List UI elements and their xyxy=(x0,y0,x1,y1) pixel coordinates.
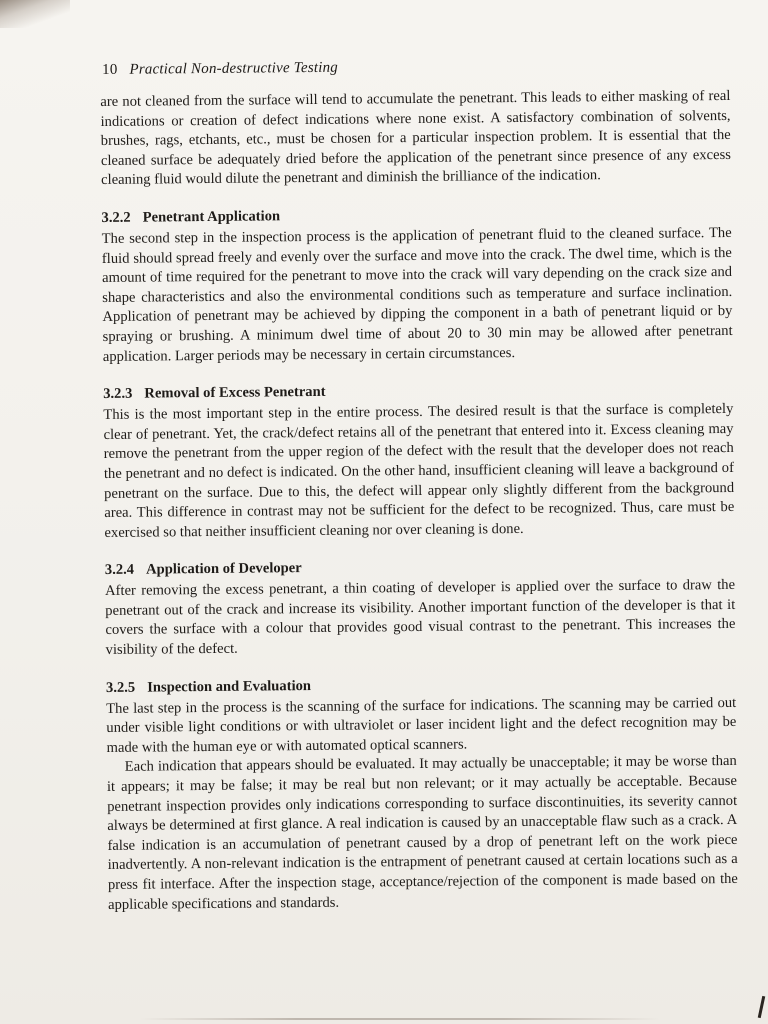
bottom-edge-shadow xyxy=(140,1018,660,1020)
running-head xyxy=(102,56,730,79)
section-title: Inspection and Evaluation xyxy=(147,677,312,696)
section-paragraph: The last step in the process is the scanning of the surface for indications. The scanning may be carried out under visible light conditions or with ultraviolet or laser incident light and the defect recognition may be made with the human eye or with automated optical scanners. xyxy=(106,694,737,756)
book-title: Practical Non-destructive Testing xyxy=(129,59,339,78)
section-title: Removal of Excess Penetrant xyxy=(144,383,326,402)
section-paragraph: This is the most important step in the entire process. The desired result is that the surface is completely clear of penetrant. Yet, the crack/defect retains all of the penetrant that entered into it. Excess cleaning may remove the penetrant from the upper region of the defect with the result that the developer does not reach the penetrant and no defect is indicated. On the other hand, insufficient cleaning will leave a background of penetrant on the surface. Due to this, the defect will appear only slightly different from the background area. This difference in contrast may not be sufficient for the defect to be recognized. Thus, care must be exercised so that neither insufficient cleaning nor over cleaning is done. xyxy=(103,401,735,541)
section-number: 3.2.4 xyxy=(104,561,135,579)
section-paragraph: After removing the excess penetrant, a thin coating of developer is applied over the surface to draw the penetrant out of the crack and increase its visibility. Another important function of the developer is that it covers the surface with a colour that provides good visual contrast to the penetrant. This increases the visibility of the defect. xyxy=(105,577,736,659)
page-content xyxy=(100,56,738,915)
section-inspection-and-evaluation xyxy=(106,673,738,916)
section-application-of-developer xyxy=(105,555,736,660)
page-edge-mark xyxy=(758,996,766,1018)
section-paragraph: The second step in the inspection process is the application of penetrant fluid to the cleaned surface. The fluid should spread freely and evenly over the surface and move into the crack. The dwel time, which is the amount of time required for the penetrant to move into the crack will vary depending on the crack size and shape characteristics and also the environmental conditions such as temperature and surface inclination. Application of penetrant may be achieved by dipping the component in a bath of penetrant liquid or by spraying or brushing. A minimum dwel time of about 20 to 30 min may be allowed after penetrant application. Larger periods may be necessary in certain circumstances. xyxy=(101,224,733,365)
page-corner-shadow xyxy=(0,0,70,28)
page-number: 10 xyxy=(101,61,118,78)
section-penetrant-application xyxy=(101,203,732,367)
intro-paragraph: are not cleaned from the surface will tend to accumulate the penetrant. This leads to either masking of real indications or creation of defect indications where none exist. A satisfactory combination of solvents, brushes, rags, etchants, etc., must be chosen for a particular inspection problem. It is essential that the cleaned surface be adequately dried before the application of the penetrant since presence of any excess cleaning fluid would dilute the penetrant and diminish the brilliance of the indication. xyxy=(100,87,731,189)
section-title: Application of Developer xyxy=(145,560,302,578)
section-number: 3.2.3 xyxy=(103,385,133,403)
section-number: 3.2.5 xyxy=(105,679,136,696)
section-paragraph: Each indication that appears should be evaluated. It may actually be unacceptable; it may be worse than it appears; it may be false; it may be real but non relevant; or it may actually be acceptable. Because penetrant inspection provides only indications corresponding to surface discontinuities, its severity cannot always be determined at first glance. A real indication is caused by an unacceptable flaw such as a crack. A false indication is an accumulation of penetrant caused by a drop of penetrant left on the work piece inadvertently. A non-relevant indication is the entrapment of penetrant caused at certain locations such as a press fit interface. After the inspection stage, acceptance/rejection of the component is made based on the applicable specifications and standards. xyxy=(106,753,738,913)
section-number: 3.2.2 xyxy=(101,209,131,226)
section-removal-of-excess-penetrant xyxy=(103,379,734,543)
section-title: Penetrant Application xyxy=(142,208,281,226)
